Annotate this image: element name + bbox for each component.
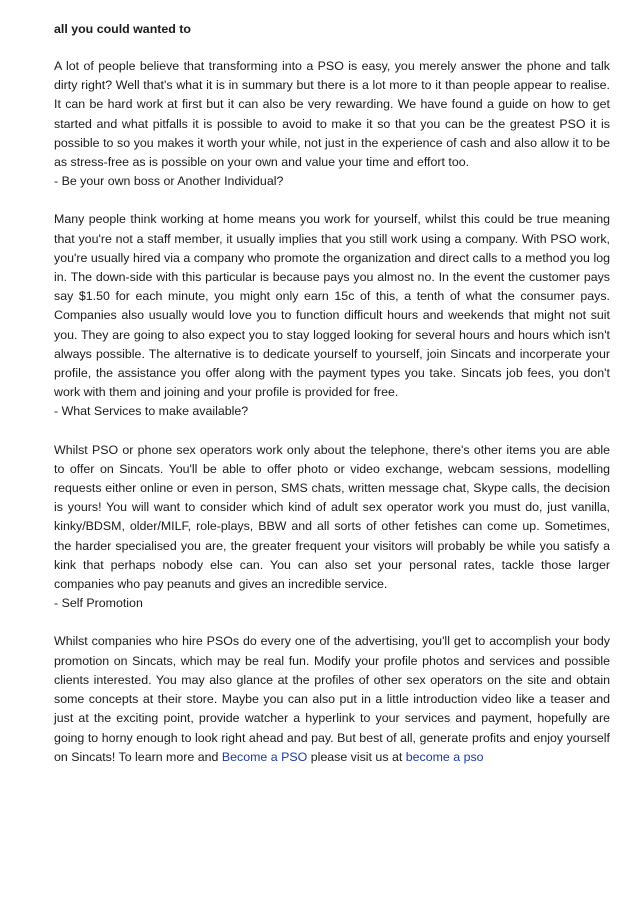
become-a-pso-link[interactable]: Become a PSO <box>221 749 308 764</box>
promotion-text: Whilst companies who hire PSOs do every one of the advertising, you'll get to accomplish your body promotion on Sincats, which may be real fun. Modify your profile photos and services and possible clients interested. You may also glance at the profiles of other sex operators on the site and obtain some concepts at their store. Maybe you can also put in a little introduction video like a teaser and just at the exciting point, provide watcher a hyperlink to your services and payment, hopefully are going to horny enough to look right ahead and pay. But best of all, generate profits and enjoy yourself on Sincats! To learn more and <box>54 634 610 764</box>
promotion-middle-text: please visit us at <box>307 749 406 764</box>
section-heading-services: - What Services to make available? <box>54 404 249 419</box>
section-heading-promotion: - Self Promotion <box>54 596 143 611</box>
section-body-services: Whilst PSO or phone sex operators work only about the telephone, there's other items you are able to offer on Sincats. You'll be able to offer photo or video exchange, webcam sessions, modelling requests either online or even in person, SMS chats, written message chat, Skype calls, the decision is yours! You will want to consider which kind of adult sex operator work you must do, just vanilla, kinky/BDSM, older/MILF, role-plays, BBW and all sorts of other fetishes can come up. Sometimes, the harder specialised you are, the greater frequent your visitors will probably be while you satisfy a kink that perhaps nobody else can. You can also set your personal rates, tackle those larger companies who pay peanuts and gives an incredible service. <box>54 442 610 592</box>
section-body-boss: Many people think working at home means you work for yourself, whilst this could be true meaning that you're not a staff member, it usually implies that you still work using a company. With PSO work, you're usually hired via a company who promote the organization and direct calls to a method you log in. The down-side with this particular is because pays you almost no. In the event the customer pays say $1.50 for each minute, you might only earn 15c of this, a tenth of what the consumer pays. Companies also usually would love you to function difficult hours and weekends that might not suit you. They are going to also expect you to stay logged looking for several hours and hours which isn't always possible. The alternative is to dedicate yourself to yourself, join Sincats and incorperate your profile, the assistance you offer along with the payment types you take. Sincats job fees, you don't work with them and joining and your profile is provided for free. <box>54 212 610 400</box>
section-heading-boss: - Be your own boss or Another Individual? <box>54 174 284 189</box>
intro-paragraph: A lot of people believe that transforming into a PSO is easy, you merely answer the phone and talk dirty right? Well that's what it is in summary but there is a lot more to it than people appear to realise. It can be hard work at first but it can also be very rewarding. We have found a guide on how to get started and what pitfalls it is possible to avoid to make it so that you can be the greatest PSO it is possible to so you makes it worth your while, not just in the experience of cash and also allow it to be as stress-free as is possible on your own and value your time and effort too. <box>54 59 610 170</box>
document-page <box>54 20 610 767</box>
become-a-pso-link-2[interactable]: become a pso <box>405 749 484 764</box>
document-title: all you could wanted to <box>54 22 191 36</box>
section-body-promotion <box>54 632 610 766</box>
